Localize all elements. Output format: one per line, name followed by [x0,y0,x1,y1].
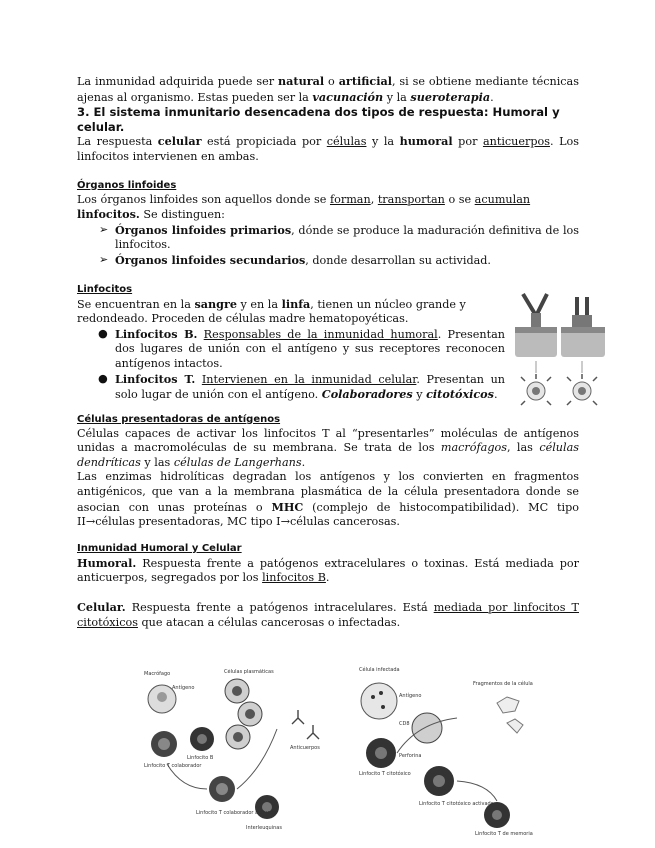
cpa-paragraph-2: Las enzimas hidrolíticas degradan los antígenos y los convierten en fragmentos antigénicos, que van a la membrana plasmática de la célula presentadora donde se asocian con unas proteínas o MHC (complejo de histocompatibilidad). MC tipo II→células presentadoras, MC tipo I→células cancerosas. [77,470,579,529]
figure-label: Anticuerpos [290,745,320,751]
figure-label: CD8 [399,721,410,727]
cpa-paragraph-1: Células capaces de activar los linfocitos T al “presentarles” moléculas de antígenos unidas a macromoléculas de su membrana. Se trata de los macrófagos, las células dendríticas y las células de Langerhans. [77,426,579,469]
figure-label: Linfocito T de memoria [475,831,533,837]
figure-label: Células plasmáticas [224,669,274,675]
figure-label: Linfocito T colaborador activado [196,810,277,816]
organos-list [77,223,579,269]
figure-label: Linfocito T citotóxico [359,771,411,777]
figure-label: Célula infectada [359,667,400,673]
bullet-icon: ● [98,326,108,340]
figure-label: Linfocito T colaborador [144,763,202,769]
linfocitos-paragraph: Se encuentran en la sangre y en la linfa, tienen un núcleo grande y redondeado. Proceden de células madre hematopoyéticas. [77,296,466,326]
humoral-response-diagram [142,669,334,834]
linfocitos-title: Linfocitos [77,283,133,295]
figure-label: Linfocito T citotóxico activado [419,801,494,807]
figure-label: Antígeno [172,685,195,691]
inmunidad-title: Inmunidad Humoral y Celular [77,542,242,554]
figure-label: Antígeno [399,693,422,699]
list-item: ● Linfocitos B. Responsables de la inmunidad humoral. Presentan dos lugares de unión con el antígeno y sus receptores reconocen antígenos intactos. [98,326,505,370]
lymphocyte-receptors-illustration [511,289,606,411]
section-3-heading: 3. El sistema inmunitario desencadena dos tipos de respuesta: Humoral y celular. [77,105,560,134]
linfocitos-list [77,327,505,403]
organos-paragraph: Los órganos linfoides son aquellos donde se forman, transportan o se acumulan linfocitos. Se distinguen: [77,192,531,222]
arrow-bullet-icon: ➢ [99,252,109,266]
cellular-response-diagram [357,663,553,837]
list-item: ● Linfocitos T. Intervienen en la inmunidad celular. Presentan un solo lugar de unión con el antígeno. Colaboradores y citotóxicos. [98,371,505,402]
document-page [77,74,579,630]
list-item: ➢ Órganos linfoides primarios, dónde se produce la maduración definitiva de los linfocitos. [99,222,579,252]
figure-label: Macrófago [144,671,171,677]
celular-paragraph: Celular. Respuesta frente a patógenos intracelulares. Está mediada por linfocitos T citotóxicos que atacan a células cancerosas o infectadas. [77,600,579,629]
section-3-paragraph: La respuesta celular está propiciada por células y la humoral por anticuerpos. Los linfocitos intervienen en ambas. [77,134,579,163]
organos-title: Órganos linfoides [77,179,177,191]
intro-paragraph: La inmunidad adquirida puede ser natural o artificial, si se obtiene mediante técnicas ajenas al organismo. Estas pueden ser la vacunación y la sueroterapia. [77,74,579,104]
figure-label: Interleuquinas [246,825,282,831]
humoral-paragraph: Humoral. Respuesta frente a patógenos extracelulares o toxinas. Está mediada por anticuerpos, segregados por los linfocitos B. [77,555,579,585]
bullet-icon: ● [98,371,108,385]
linfocitos-block [77,283,505,403]
cpa-title: Células presentadoras de antígenos [77,413,281,425]
arrow-bullet-icon: ➢ [99,222,109,236]
figure-label: Linfocito B [187,755,214,761]
figure-label: Fragmentos de la célula [473,681,533,687]
list-item: ➢ Órganos linfoides secundarios, donde desarrollan su actividad. [99,252,491,267]
figure-label: Perforina [399,753,422,759]
